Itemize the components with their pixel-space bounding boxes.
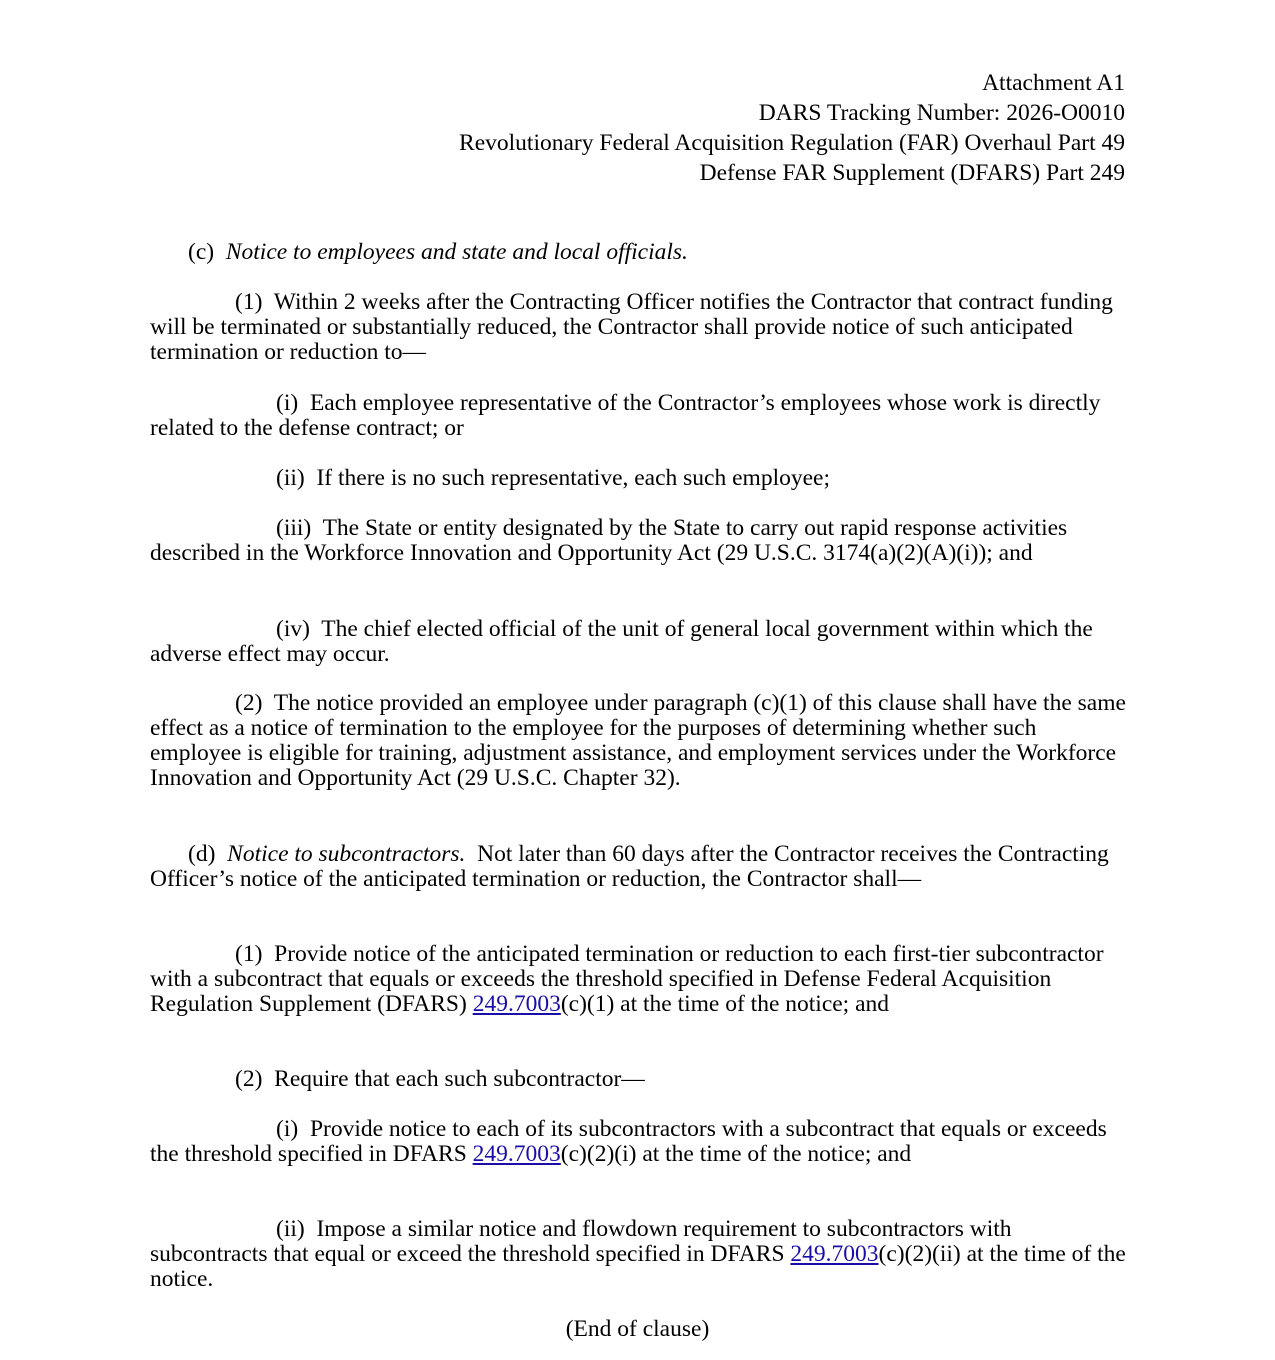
paragraph-d-2-ii <box>150 1217 1130 1292</box>
paragraph-label: (1) <box>235 289 263 315</box>
paragraph-text: The chief elected official of the unit of general local government within which the adverse effect may occur. <box>150 616 1093 667</box>
paragraph-text: (c)(1) at the time of the notice; and <box>560 991 890 1017</box>
paragraph-label: (2) <box>235 1066 263 1092</box>
document-header <box>459 68 1125 188</box>
paragraph-text: Require that each such subcontractor— <box>274 1066 645 1092</box>
paragraph-text: Each employee representative of the Contractor’s employees whose work is directly related to the defense contract; or <box>150 390 1101 441</box>
paragraph-label: (1) <box>235 941 263 967</box>
paragraph-text: The State or entity designated by the State to carry out rapid response activities described in the Workforce Innovation and Opportunity Act (29 U.S.C. 3174(a)(2)(A)(i)); and <box>150 515 1068 566</box>
paragraph-text: The notice provided an employee under paragraph (c)(1) of this clause shall have the same effect as a notice of termination to the employee for the purposes of determining whether such employee is eligible for training, adjustment assistance, and employment services under the Workforce Innovation and Opportunity Act (29 U.S.C. Chapter 32). <box>150 690 1126 791</box>
paragraph-label: (i) <box>276 1116 299 1142</box>
paragraph-text: If there is no such representative, each such employee; <box>316 465 830 491</box>
paragraph-text: Provide notice of the anticipated termination or reduction to each first-tier subcontractor with a subcontract that equals or exceeds the threshold specified in Defense Federal Acquisition Regulation Supplement (DFARS) <box>150 941 1104 1017</box>
paragraph-label: (c) <box>188 239 215 265</box>
paragraph-text: Impose a similar notice and flowdown requirement to subcontractors with subcontracts that equal or exceed the threshold specified in DFARS <box>150 1216 1012 1267</box>
dfars-link[interactable]: 249.7003 <box>472 991 561 1017</box>
paragraph-d-2 <box>150 1067 1130 1092</box>
paragraph-d <box>150 842 1130 892</box>
paragraph-text: (c)(2)(i) at the time of the notice; and <box>560 1141 912 1167</box>
paragraph-title: Notice to subcontractors. <box>227 841 466 867</box>
paragraph-c-1 <box>150 290 1130 365</box>
paragraph-label: (ii) <box>276 465 305 491</box>
paragraph-c-1-i <box>150 391 1130 441</box>
dfars-link[interactable]: 249.7003 <box>790 1241 879 1267</box>
paragraph-text: Not later than 60 days after the Contractor receives the Contracting Officer’s notice of the anticipated termination or reduction, the Contractor shall— <box>150 841 1109 892</box>
paragraph-c-1-iii <box>150 516 1130 566</box>
paragraph-label: (iv) <box>276 616 310 642</box>
paragraph-text: Within 2 weeks after the Contracting Officer notifies the Contractor that contract funding will be terminated or substantially reduced, the Contractor shall provide notice of such anticipated termination or reduction to— <box>150 289 1113 365</box>
paragraph-title: Notice to employees and state and local officials. <box>225 239 688 265</box>
paragraph-c-1-ii <box>150 466 1130 491</box>
far-part: Revolutionary Federal Acquisition Regulation (FAR) Overhaul Part 49 <box>459 130 1125 156</box>
paragraph-label: (2) <box>235 690 263 716</box>
paragraph-c-2 <box>150 691 1130 791</box>
paragraph-label: (iii) <box>276 515 312 541</box>
paragraph-c-1-iv <box>150 617 1130 667</box>
attachment-label: Attachment A1 <box>982 70 1125 96</box>
paragraph-d-2-i <box>150 1117 1130 1167</box>
paragraph-label: (i) <box>276 390 299 416</box>
dfars-link[interactable]: 249.7003 <box>472 1141 561 1167</box>
paragraph-text: (c)(2)(ii) at the time of the notice. <box>150 1241 1126 1292</box>
paragraph-d-1 <box>150 942 1130 1017</box>
end-of-clause: (End of clause) <box>565 1316 710 1342</box>
paragraph-c <box>150 240 1130 265</box>
tracking-number: DARS Tracking Number: 2026-O0010 <box>758 100 1125 126</box>
paragraph-text: Provide notice to each of its subcontractors with a subcontract that equals or exceeds the threshold specified in DFARS <box>150 1116 1107 1167</box>
paragraph-label: (d) <box>188 841 216 867</box>
paragraph-label: (ii) <box>276 1216 305 1242</box>
dfars-part: Defense FAR Supplement (DFARS) Part 249 <box>699 160 1125 186</box>
